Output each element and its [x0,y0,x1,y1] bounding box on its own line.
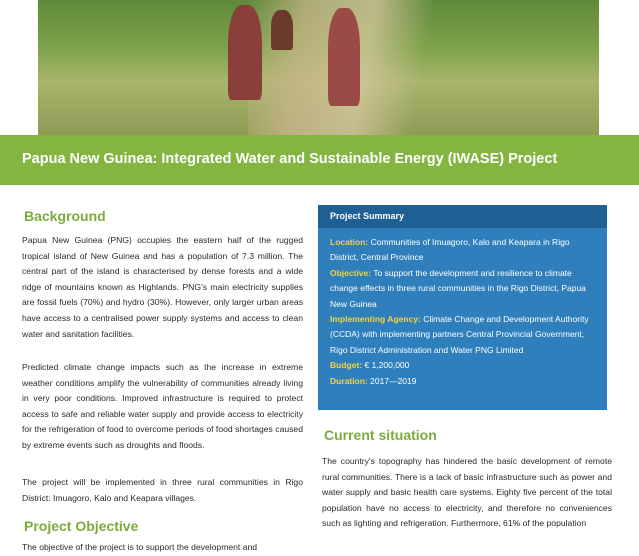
page-title: Papua New Guinea: Integrated Water and Sustainable Energy (IWASE) Project [22,151,558,167]
location-label: Location: [330,237,369,247]
objective-heading: Project Objective [24,518,139,534]
woman-figure [328,8,360,106]
agency-value: Climate Change and Development Authority (CCDA) with implementing partners Central Provincial Government, Rigo District Administration and Water PNG Limited [330,314,589,355]
summary-body [330,235,600,389]
project-summary-box [318,205,607,410]
budget-value: € 1,200,000 [364,360,410,371]
current-situation-heading: Current situation [324,427,437,443]
objective-value: To support the development and resilience to climate change effects in three rural communities in the Rigo District, Papua New Guinea [330,267,586,309]
title-banner [0,135,639,185]
objective-paragraph: The objective of the project is to support the development and [22,542,258,552]
duration-value: 2017—2019 [370,375,417,386]
location-value: Communities of Imuagoro, Kalo and Keapara in Rigo District, Central Province [330,237,570,263]
child-figure [271,10,293,50]
header-photo [38,0,599,135]
current-situation-paragraph: The country's topography has hindered the basic development of remote rural communities. There is a lack of basic infrastructure such as power and water supply and basic health care systems. Eighty five percent of the total population have no access to electricity, and therefore no conveniences such as lighting and refrigeration. Furthermore, 61% of the population [322,456,612,529]
summary-header [318,205,607,228]
summary-heading: Project Summary [330,211,405,221]
agency-label: Implementing Agency: [330,314,421,325]
budget-label: Budget: [330,360,363,371]
woman-figure [228,5,262,100]
duration-label: Duration: [330,375,368,386]
background-paragraph: Papua New Guinea (PNG) occupies the eastern half of the rugged tropical island of New Guinea and has a population of 7.3 million. The central part of the island is characterised by dense forests and a wide ridge of mountains known as Highlands. PNG's main electricity supplies are fossil fuels (70%) and hydro (30%). However, only larger urban areas have access to a centralised power supply systems and access to clean water and sanitation facilities. [22,235,303,339]
background-heading: Background [24,208,106,224]
background-paragraph: Predicted climate change impacts such as the increase in extreme weather conditions amplify the vulnerability of communities already living in very poor conditions. Improved infrastructure is required to protect access to safe and reliable water supply and provide access to electricity for the refrigeration of food to overcome periods of food shortages caused by extreme events such as droughts and floods. [22,362,303,450]
objective-label: Objective: [330,267,372,278]
background-paragraph: The project will be implemented in three rural communities in Rigo District: Imuagoro, Kalo and Keapara villages. [22,477,303,503]
